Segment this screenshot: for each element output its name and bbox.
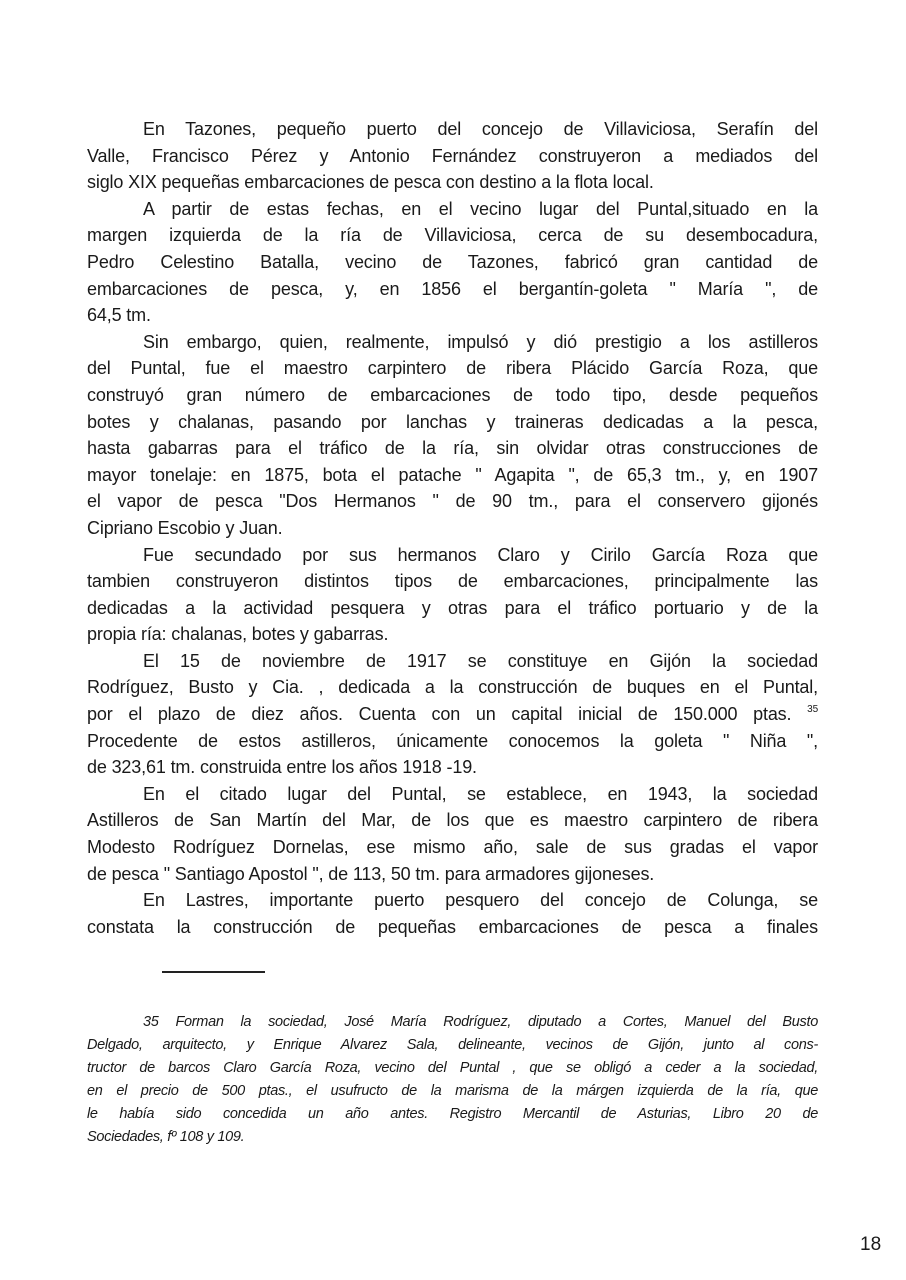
footnote-line: Delgado, arquitecto, y Enrique Alvarez Sala, delineante, vecinos de Gijón, junto al cons- — [87, 1037, 818, 1053]
text-line: 64,5 tm. — [87, 305, 151, 326]
text-line: de pesca " Santiago Apostol ", de 113, 50 tm. para armadores gijoneses. — [87, 863, 655, 884]
text-line: botes y chalanas, pasando por lanchas y traineras dedicadas a la pesca, — [87, 411, 818, 432]
text-line: El 15 de noviembre de 1917 se constituye en Gijón la sociedad — [143, 650, 818, 671]
footnote-line: Sociedades, fº 108 y 109. — [87, 1129, 245, 1145]
footnote-line: tructor de barcos Claro García Roza, vecino del Puntal , que se obligó a ceder a la sociedad, — [87, 1060, 818, 1076]
text-line: Pedro Celestino Batalla, vecino de Tazones, fabricó gran cantidad de — [87, 251, 818, 272]
text-line: En Lastres, importante puerto pesquero del concejo de Colunga, se — [143, 890, 818, 911]
text-line: de 323,61 tm. construida entre los años 1918 -19. — [87, 757, 477, 778]
text-line: Rodríguez, Busto y Cia. , dedicada a la construcción de buques en el Puntal, — [87, 677, 818, 698]
text-line: margen izquierda de la ría de Villaviciosa, cerca de su desembocadura, — [87, 225, 818, 246]
text-line: Modesto Rodríguez Dornelas, ese mismo año, sale de sus gradas el vapor — [87, 837, 818, 858]
text-line: mayor tonelaje: en 1875, bota el patache " Agapita ", de 65,3 tm., y, en 1907 — [87, 464, 818, 485]
page-number: 18 — [860, 1234, 882, 1255]
text-line: constata la construcción de pequeñas embarcaciones de pesca a finales — [87, 916, 818, 937]
footnote — [87, 1011, 818, 1149]
text-line: tambien construyeron distintos tipos de embarcaciones, principalmente las — [87, 571, 818, 592]
text-line: Fue secundado por sus hermanos Claro y Cirilo García Roza que — [143, 544, 818, 565]
footnote-separator — [162, 971, 265, 973]
text-line: embarcaciones de pesca, y, en 1856 el bergantín-goleta " María ", de — [87, 278, 818, 299]
text-line — [87, 701, 818, 728]
text-line: dedicadas a la actividad pesquera y otras para el tráfico portuario y de la — [87, 597, 818, 618]
text-line: construyó gran número de embarcaciones de todo tipo, desde pequeños — [87, 384, 818, 405]
text-line: el vapor de pesca "Dos Hermanos " de 90 tm., para el conservero gijonés — [87, 491, 818, 512]
text-line: En el citado lugar del Puntal, se establece, en 1943, la sociedad — [143, 783, 818, 804]
text-line: Cipriano Escobio y Juan. — [87, 517, 283, 538]
text-line: Astilleros de San Martín del Mar, de los que es maestro carpintero de ribera — [87, 810, 818, 831]
text-line: hasta gabarras para el tráfico de la ría, sin olvidar otras construcciones de — [87, 438, 818, 459]
footnote-line: en el precio de 500 ptas., el usufructo de la marisma de la márgen izquierda de la ría, que — [87, 1083, 818, 1099]
text-line: Valle, Francisco Pérez y Antonio Fernández construyeron a mediados del — [87, 145, 818, 166]
text-line: del Puntal, fue el maestro carpintero de ribera Plácido García Roza, que — [87, 358, 818, 379]
text-line: Procedente de estos astilleros, únicamente conocemos la goleta " Niña ", — [87, 730, 818, 751]
text-line-content: por el plazo de diez años. Cuenta con un capital inicial de 150.000 ptas. — [87, 704, 792, 725]
text-line: siglo XIX pequeñas embarcaciones de pesca con destino a la flota local. — [87, 172, 654, 193]
footnote-line: 35 Forman la sociedad, José María Rodríguez, diputado a Cortes, Manuel del Busto — [143, 1014, 818, 1030]
text-line: Sin embargo, quien, realmente, impulsó y dió prestigio a los astilleros — [143, 331, 818, 352]
footnote-line: le había sido concedida un año antes. Registro Mercantil de Asturias, Libro 20 de — [87, 1106, 818, 1122]
text-line: A partir de estas fechas, en el vecino lugar del Puntal,situado en la — [143, 198, 818, 219]
footnote-reference[interactable]: 35 — [807, 704, 818, 716]
body-text — [87, 116, 818, 940]
text-line: En Tazones, pequeño puerto del concejo de Villaviciosa, Serafín del — [143, 119, 818, 139]
text-line: propia ría: chalanas, botes y gabarras. — [87, 624, 389, 645]
